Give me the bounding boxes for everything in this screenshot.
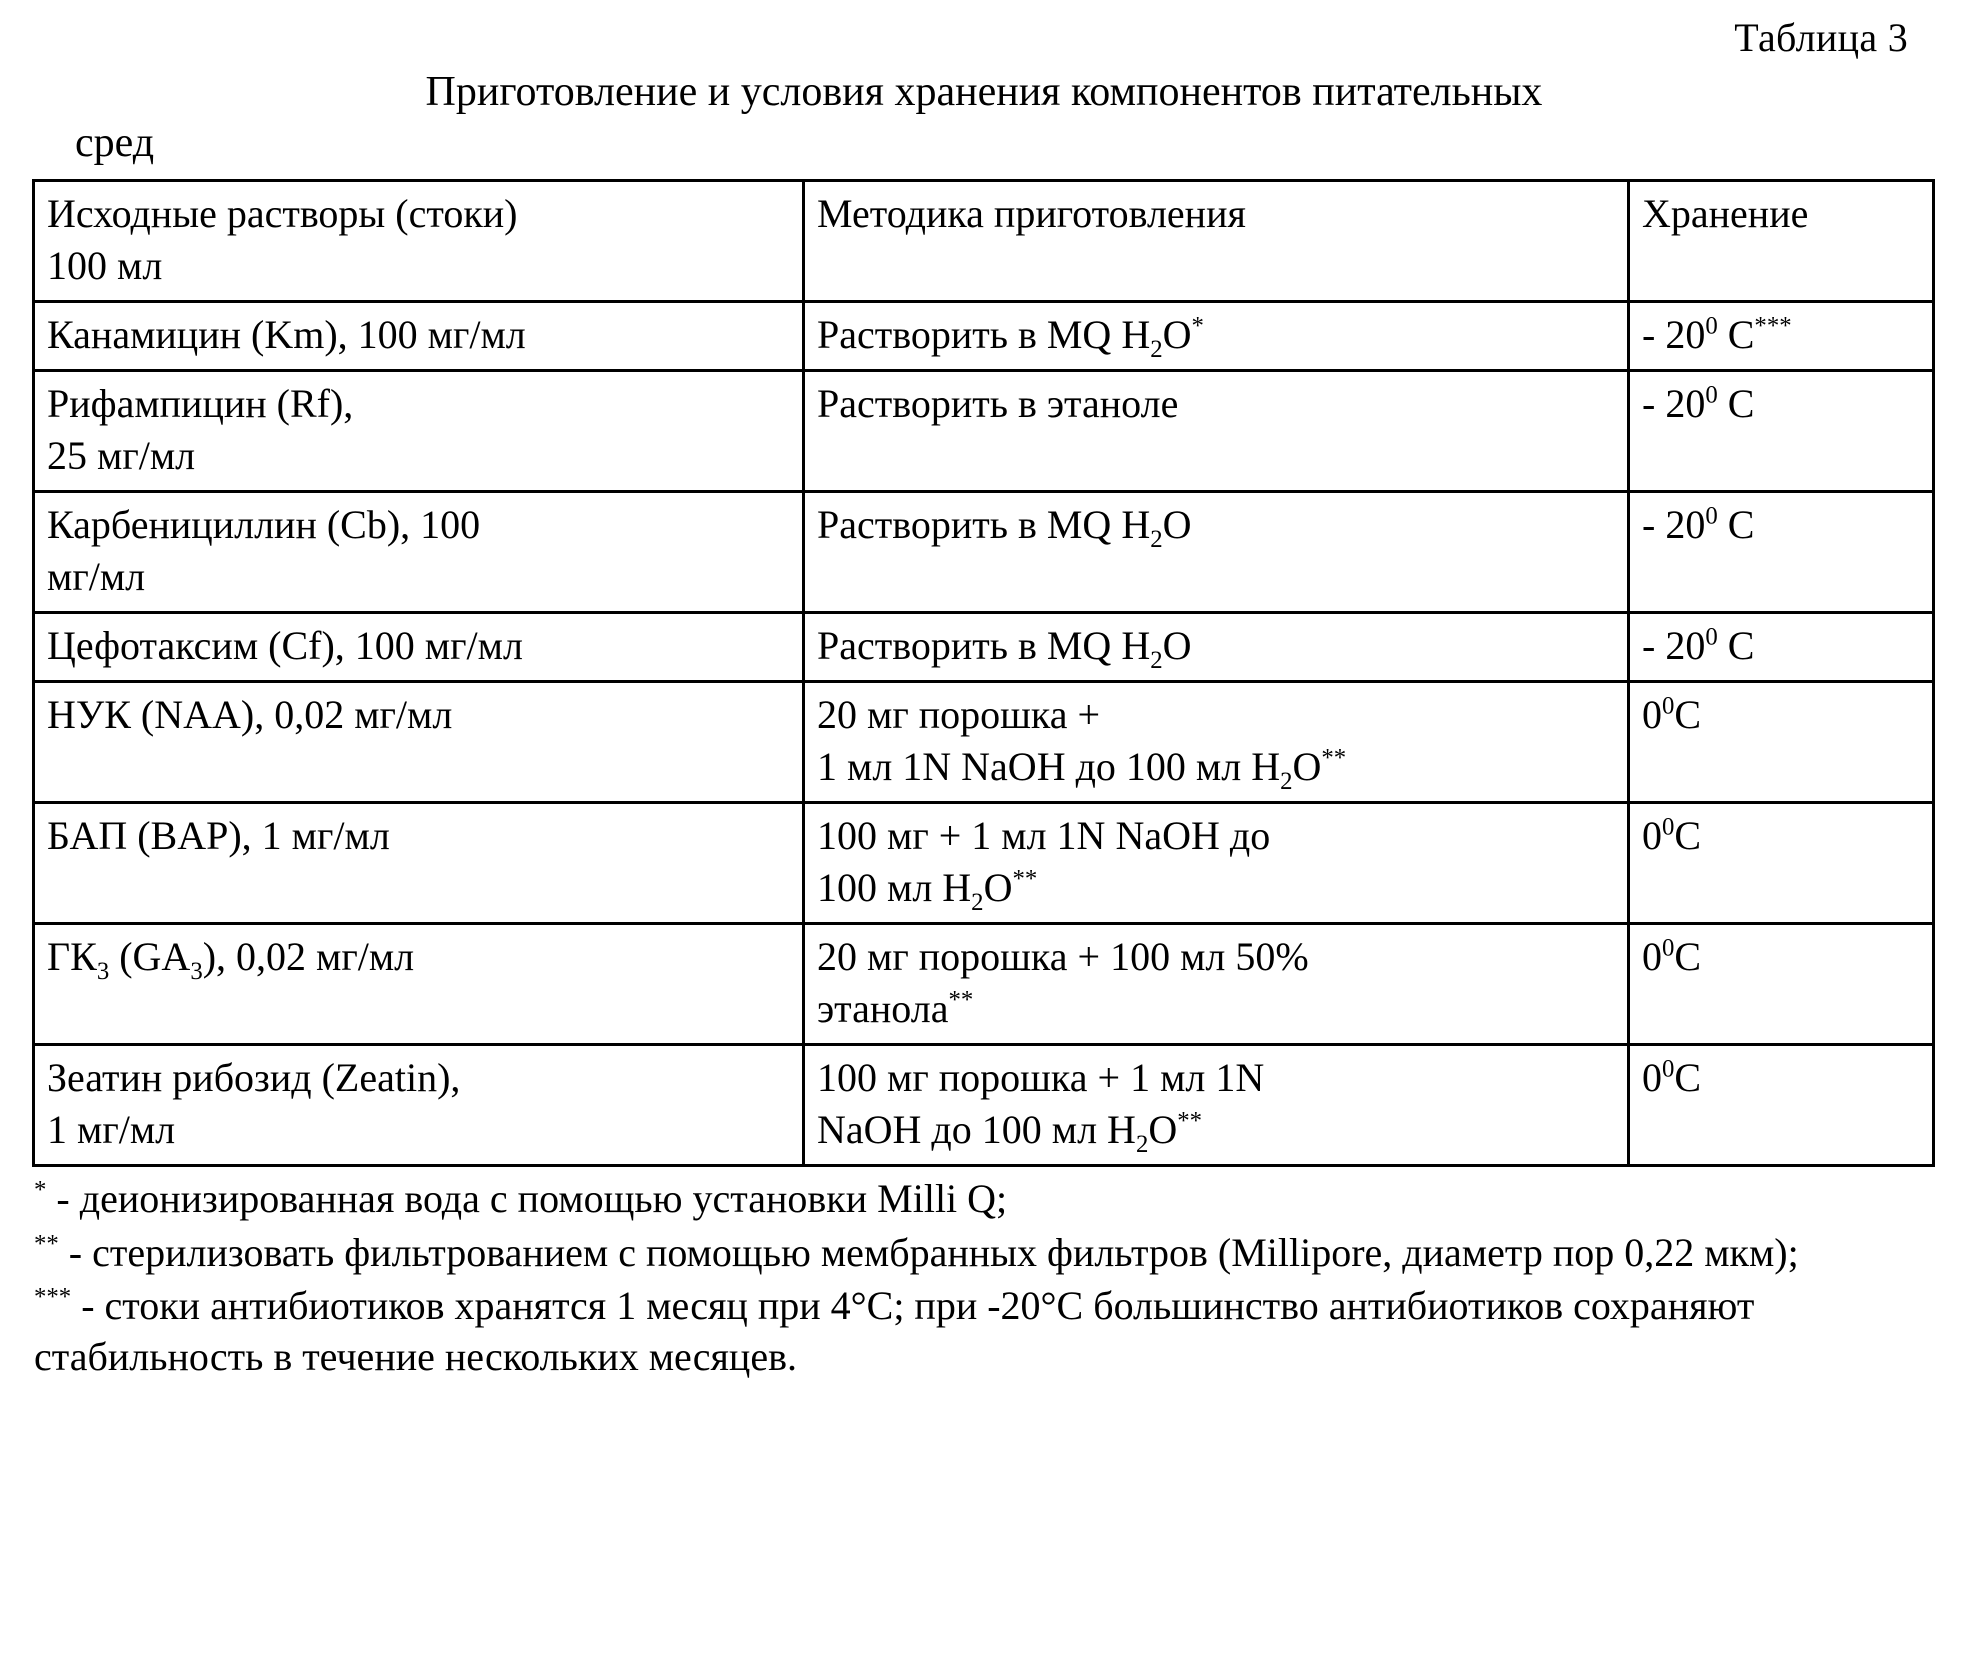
row-6-name-line1: $ГК_3$ $(GA_3)$, 0,02 мг/мл — [47, 934, 415, 986]
row-7-prep — [804, 1045, 1629, 1166]
table-header-row — [34, 181, 1934, 302]
row-6-prep-line2: этанола** — [817, 986, 974, 1032]
row-2-prep-line1: Растворить в MQ $H_2O$ — [817, 502, 1192, 554]
row-3-prep-line1: Растворить в MQ $H_2O$ — [817, 623, 1192, 675]
header-solutions-line2: 100 мл — [47, 243, 163, 289]
row-0-storage: - $20^0$ C*** — [1629, 302, 1934, 371]
footnote-3 — [34, 1280, 1934, 1382]
row-7-name-line2: 1 мг/мл — [47, 1107, 176, 1153]
row-5-prep-line1: 100 мг + 1 мл 1N NaOH до — [817, 813, 1271, 859]
footnote-2-mark: ** — [34, 1230, 59, 1258]
page-title — [0, 61, 1968, 169]
row-7-prep-line2: NaOH до 100 мл $H_2O^{**}$ — [817, 1107, 1203, 1159]
row-1-storage: - $20^0$ C — [1629, 371, 1934, 492]
row-2-name-line2: мг/мл — [47, 554, 146, 600]
row-7-name — [34, 1045, 804, 1166]
header-preparation: Методика приготовления — [804, 181, 1629, 302]
row-3-storage: - $20^0$ C — [1629, 613, 1934, 682]
row-7-storage: $0^0C$ — [1629, 1045, 1934, 1166]
page-title-line2: сред — [75, 120, 155, 167]
footnote-1-text: - деионизированная вода с помощью установки Milli Q; — [46, 1176, 1008, 1222]
row-0-name — [34, 302, 804, 371]
row-4-storage: $0^0C$ — [1629, 682, 1934, 803]
footnote-1-mark: * — [34, 1177, 47, 1205]
page-title-line1: Приготовление и условия хранения компонентов питательных — [425, 69, 1543, 115]
row-7-name-line1: Зеатин рибозид (Zeatin), — [47, 1055, 461, 1101]
row-3-prep — [804, 613, 1629, 682]
row-5-prep-line2: 100 мл $H_2O^{**}$ — [817, 865, 1038, 917]
row-1-name-line2: 25 мг/мл — [47, 433, 196, 479]
table-number-label: Таблица 3 — [1734, 15, 1908, 60]
footnotes — [34, 1173, 1934, 1382]
row-6-name — [34, 924, 804, 1045]
table-row — [34, 682, 1934, 803]
row-5-prep — [804, 803, 1629, 924]
table-row — [34, 1045, 1934, 1166]
row-1-name-line1: Рифампицин (Rf), — [47, 381, 354, 427]
row-1-name — [34, 371, 804, 492]
row-2-storage: - $20^0$ C — [1629, 492, 1934, 613]
row-4-name-line1: НУК (NAA), 0,02 мг/мл — [47, 692, 453, 738]
table-row — [34, 613, 1934, 682]
row-4-name — [34, 682, 804, 803]
row-7-prep-line1: 100 мг порошка + 1 мл 1N — [817, 1055, 1265, 1101]
row-4-prep-line2: 1 мл 1N NaOH до 100 мл $H_2O^{**}$ — [817, 744, 1347, 796]
row-2-name-line1: Карбенициллин (Cb), 100 — [47, 502, 481, 548]
row-2-name — [34, 492, 804, 613]
row-5-name — [34, 803, 804, 924]
table-row — [34, 924, 1934, 1045]
row-6-storage: $0^0C$ — [1629, 924, 1934, 1045]
row-0-prep — [804, 302, 1629, 371]
footnote-2-text: - стерилизовать фильтрованием с помощью мембранных фильтров (Millipore, диаметр пор 0,22 мкм); — [58, 1229, 1799, 1275]
row-4-prep-line1: 20 мг порошка + — [817, 692, 1101, 738]
row-4-prep — [804, 682, 1629, 803]
footnote-2 — [34, 1227, 1934, 1278]
row-5-name-line1: БАП (BAP), 1 мг/мл — [47, 813, 390, 859]
header-solutions — [34, 181, 804, 302]
row-6-prep — [804, 924, 1629, 1045]
row-5-storage: $0^0C$ — [1629, 803, 1934, 924]
footnote-1 — [34, 1173, 1934, 1224]
header-storage: Хранение — [1629, 181, 1934, 302]
footnote-3-text: - стоки антибиотиков хранятся 1 месяц при 4°С; при -20°С большинство антибиотиков сохраняют стабильность в течение нескольких месяцев. — [34, 1282, 1755, 1380]
table-row — [34, 492, 1934, 613]
table-row — [34, 803, 1934, 924]
row-2-prep — [804, 492, 1629, 613]
row-3-name-line1: Цефотаксим (Cf), 100 мг/мл — [47, 623, 523, 669]
header-solutions-line1: Исходные растворы (стоки) — [47, 191, 518, 237]
row-0-prep-line1: Растворить в MQ $H_2O^*$ — [817, 312, 1204, 364]
row-0-name-line1: Канамицин (Km), 100 мг/мл — [47, 312, 526, 358]
table-row — [34, 371, 1934, 492]
row-6-prep-line1: 20 мг порошка + 100 мл 50% — [817, 934, 1309, 980]
row-1-prep-line1: Растворить в этаноле — [817, 381, 1179, 427]
components-table — [32, 179, 1935, 1167]
row-3-name — [34, 613, 804, 682]
table-row — [34, 302, 1934, 371]
row-1-prep — [804, 371, 1629, 492]
footnote-3-mark: *** — [34, 1283, 72, 1311]
